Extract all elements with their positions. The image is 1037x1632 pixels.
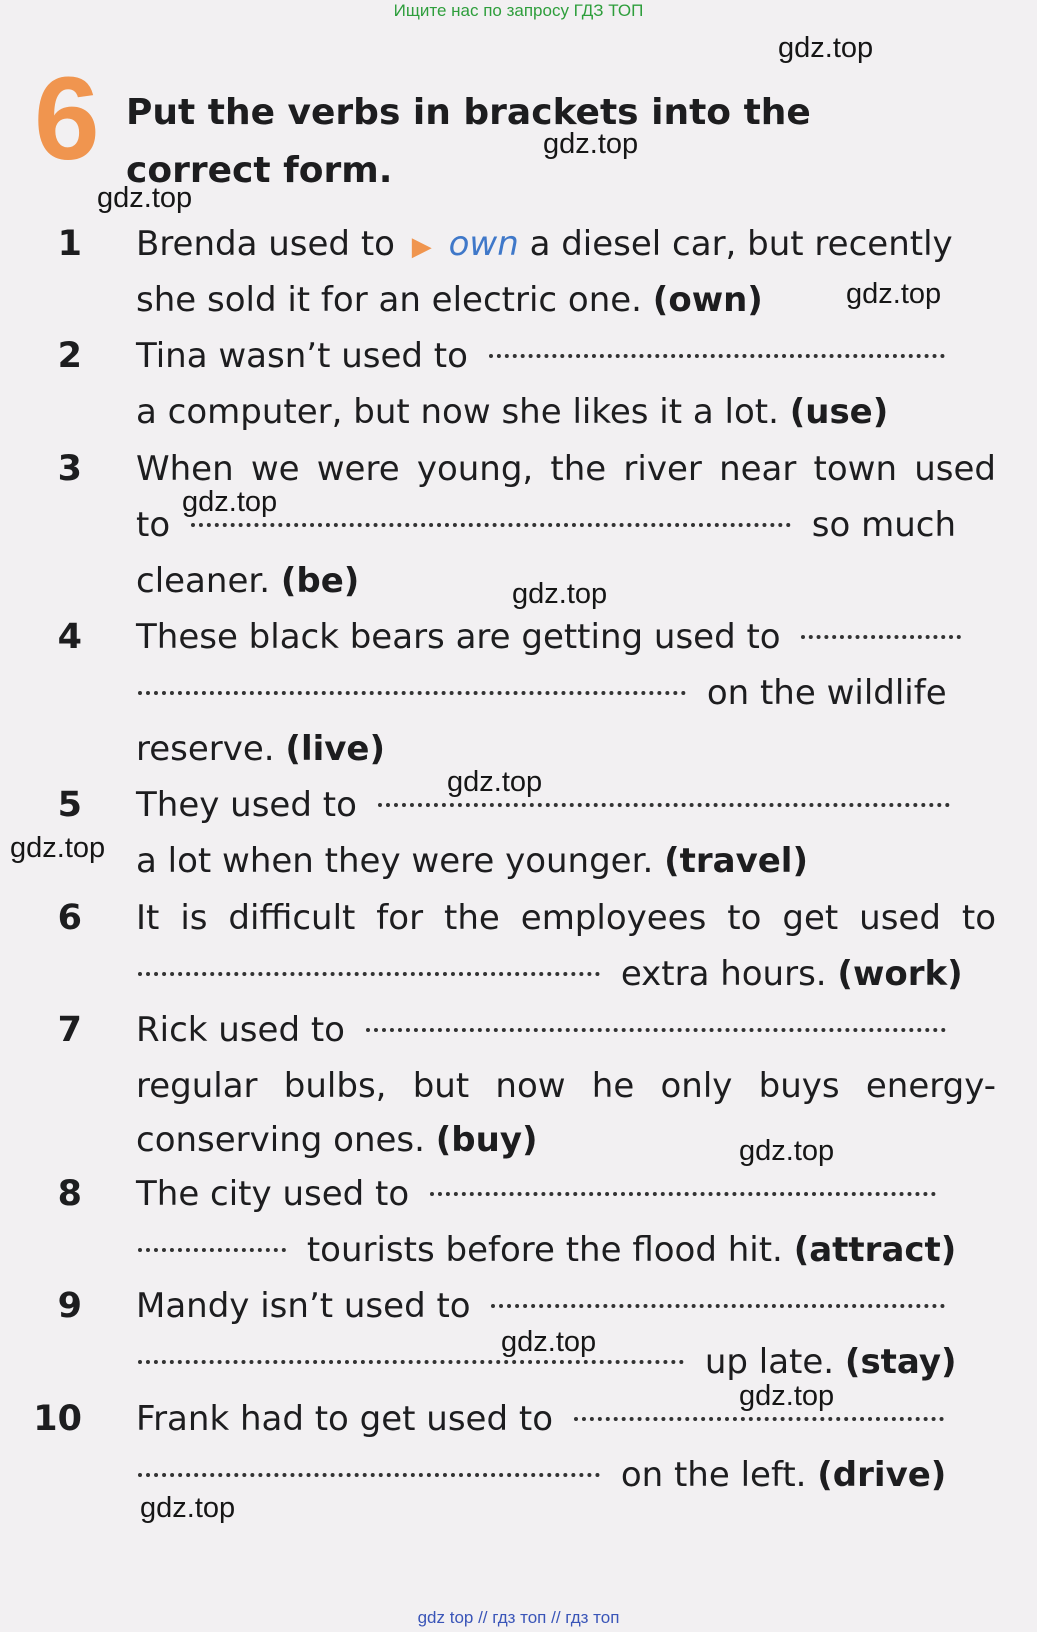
item-number: 1 <box>57 224 82 264</box>
verb-hint: (attract) <box>793 1230 957 1270</box>
item-line <box>136 945 996 1003</box>
item-text: conserving ones. <box>136 1120 425 1160</box>
verb-hint: (live) <box>285 729 386 769</box>
item-number: 4 <box>57 617 82 657</box>
item-line <box>136 1390 996 1448</box>
item-line <box>136 1001 996 1059</box>
verb-hint: (be) <box>280 561 360 601</box>
verb-hint: (stay) <box>844 1342 957 1382</box>
answer-blank[interactable] <box>138 1359 684 1364</box>
watermark: gdz.top <box>512 578 608 610</box>
item-text: a computer, but now she likes it a lot. <box>136 392 779 432</box>
item-line <box>136 776 996 834</box>
verb-hint: (work) <box>837 954 963 994</box>
watermark: gdz.top <box>97 182 193 214</box>
item-text: on the left. <box>620 1455 807 1495</box>
watermark: gdz.top <box>778 32 874 64</box>
item-number: 3 <box>57 449 82 489</box>
item-line <box>136 1221 996 1279</box>
item-text: Rick used to <box>136 1010 345 1050</box>
item-text: extra hours. <box>620 954 827 994</box>
exercise-number: 6 <box>34 53 100 185</box>
verb-hint: (travel) <box>664 841 808 881</box>
item-line <box>136 832 996 890</box>
item-text: Frank had to get used to <box>136 1399 553 1439</box>
watermark: gdz.top <box>182 486 278 518</box>
bottom-banner: gdz top // гдз топ // гдз топ <box>417 1608 620 1627</box>
answer-blank[interactable] <box>366 1027 946 1032</box>
item-text: she sold it for an electric one. <box>136 280 642 320</box>
item-text: The city used to <box>136 1174 410 1214</box>
watermark: gdz.top <box>447 766 543 798</box>
answer-blank[interactable] <box>378 802 950 807</box>
item-line: It is difficult for the employees to get used to <box>136 898 996 938</box>
answer-blank[interactable] <box>491 1303 945 1308</box>
item-number: 5 <box>57 785 82 825</box>
item-line: When we were young, the river near town used <box>136 449 996 489</box>
answer-blank[interactable] <box>574 1416 944 1421</box>
item-line <box>136 608 996 666</box>
item-line <box>136 215 996 276</box>
item-text: reserve. <box>136 729 275 769</box>
answer-blank[interactable] <box>489 353 945 358</box>
watermark: gdz.top <box>739 1135 835 1167</box>
item-number: 8 <box>57 1174 82 1214</box>
item-text: a lot when they were younger. <box>136 841 654 881</box>
item-number: 2 <box>57 336 82 376</box>
answer-blank[interactable] <box>138 971 600 976</box>
watermark: gdz.top <box>501 1326 597 1358</box>
item-text: These black bears are getting used to <box>136 617 781 657</box>
item-text: Brenda used to <box>136 224 395 264</box>
verb-hint: (buy) <box>435 1120 538 1160</box>
verb-hint: (own) <box>652 280 763 320</box>
watermark: gdz.top <box>846 278 942 310</box>
answer-blank[interactable] <box>138 1472 600 1477</box>
item-text: cleaner. <box>136 561 271 601</box>
item-line <box>136 664 996 722</box>
item-line <box>136 720 996 778</box>
watermark: gdz.top <box>543 128 639 160</box>
item-text: They used to <box>136 785 357 825</box>
verb-hint: (use) <box>789 392 889 432</box>
item-line <box>136 327 996 385</box>
item-text: on the wildlife <box>706 673 947 713</box>
answer-blank[interactable] <box>138 1247 286 1252</box>
answer-blank[interactable] <box>430 1191 936 1196</box>
top-banner: Ищите нас по запросу ГДЗ ТОП <box>393 1 644 20</box>
item-text: a diesel car, but recently <box>529 224 953 264</box>
item-text: Tina wasn’t used to <box>136 336 468 376</box>
item-text: Mandy isn’t used to <box>136 1286 471 1326</box>
watermark: gdz.top <box>739 1380 835 1412</box>
item-text: up late. <box>704 1342 835 1382</box>
item-number: 6 <box>57 898 82 938</box>
answer-blank[interactable] <box>138 690 686 695</box>
item-line <box>136 1446 996 1504</box>
item-text: to <box>136 505 171 545</box>
item-number: 7 <box>57 1010 82 1050</box>
item-number: 10 <box>33 1399 82 1439</box>
watermark: gdz.top <box>10 832 106 864</box>
example-answer: own <box>448 224 519 264</box>
item-line: regular bulbs, but now he only buys energy- <box>136 1066 996 1106</box>
item-line <box>136 1111 996 1169</box>
item-line <box>136 383 996 441</box>
verb-hint: (drive) <box>817 1455 947 1495</box>
answer-blank[interactable] <box>191 522 791 527</box>
arrow-icon: ▶ <box>411 232 432 262</box>
answer-blank[interactable] <box>801 634 961 639</box>
item-text: so much <box>811 505 956 545</box>
watermark: gdz.top <box>140 1492 236 1524</box>
exercise-instruction: Put the verbs in brackets into the correct form. <box>126 92 811 191</box>
item-line <box>136 1165 996 1223</box>
item-text: tourists before the flood hit. <box>306 1230 783 1270</box>
item-number: 9 <box>57 1286 82 1326</box>
